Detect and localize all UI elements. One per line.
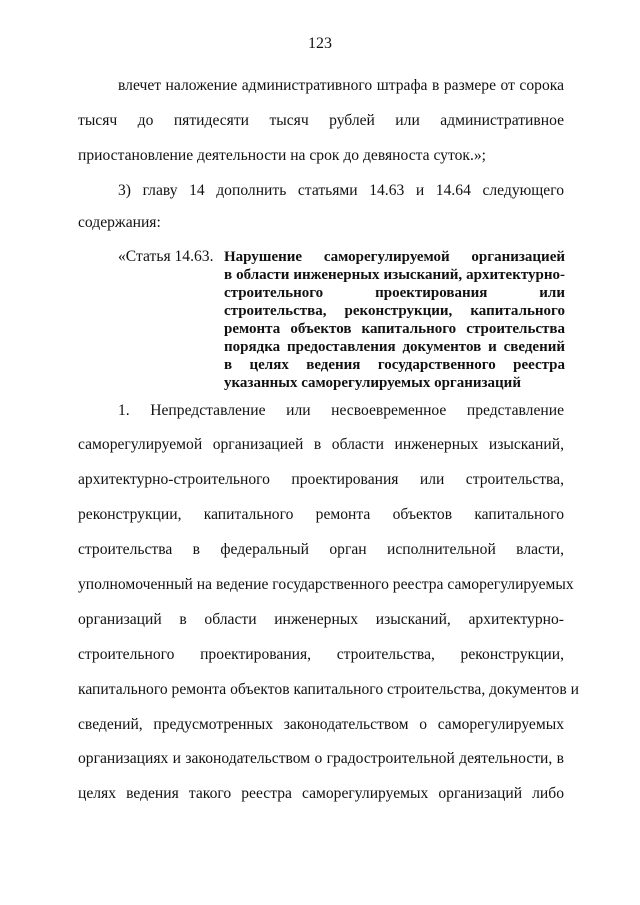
text-line: саморегулируемой организацией в области инженерных изысканий, (78, 436, 564, 453)
text-line: капитального ремонта объектов капитального строительства, документов и (78, 681, 579, 698)
text-line: организаций в области инженерных изысканий, архитектурно- (78, 611, 564, 628)
article-title-line: в области инженерных изысканий, архитектурно- (224, 267, 565, 283)
text-line: организациях и законодательством о градостроительной деятельности, в (78, 750, 564, 767)
text-line: 1. Непредставление или несвоевременное представление (118, 402, 564, 419)
text-line: уполномоченный на ведение государственного реестра саморегулируемых (78, 576, 574, 593)
text-line: архитектурно-строительного проектирования или строительства, (78, 471, 564, 488)
article-title-line: указанных саморегулируемых организаций (224, 375, 521, 391)
text-line: сведений, предусмотренных законодательством о саморегулируемых (78, 716, 564, 733)
article-title-line: порядка предоставления документов и сведений (224, 339, 565, 355)
article-title-line: строительства, реконструкции, капитального (224, 303, 565, 319)
text-line: влечет наложение административного штрафа в размере от сорока (118, 77, 564, 94)
text-line: реконструкции, капитального ремонта объектов капитального (78, 506, 564, 523)
text-line: тысяч до пятидесяти тысяч рублей или административное (78, 112, 564, 129)
page-number: 123 (308, 35, 332, 52)
text-line: 3) главу 14 дополнить статьями 14.63 и 14.64 следующего (118, 182, 564, 199)
article-title-line: строительного проектирования или (224, 285, 565, 301)
article-label: «Статья 14.63. (118, 248, 214, 265)
article-title-line: Нарушение саморегулируемой организацией (224, 249, 565, 265)
text-line: целях ведения такого реестра саморегулируемых организаций либо (78, 785, 564, 802)
text-line: строительного проектирования, строительства, реконструкции, (78, 646, 564, 663)
text-line: приостановление деятельности на срок до девяноста суток.»; (78, 147, 486, 164)
article-title-line: в целях ведения государственного реестра (224, 357, 565, 373)
article-title-line: ремонта объектов капитального строительства (224, 321, 565, 337)
text-line: строительства в федеральный орган исполнительной власти, (78, 541, 564, 558)
text-line: содержания: (78, 214, 161, 231)
